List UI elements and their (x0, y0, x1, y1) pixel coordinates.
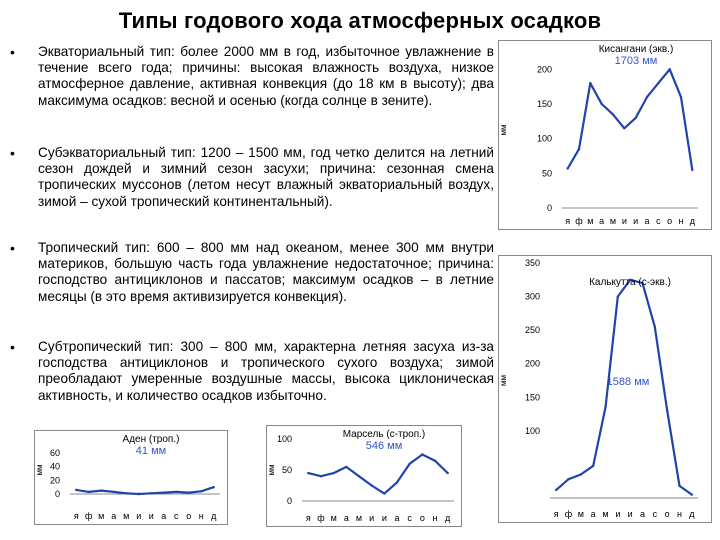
data-point (617, 295, 619, 297)
y-tick-label: 0 (546, 203, 552, 213)
x-tick-label: а (343, 513, 349, 523)
data-point (680, 96, 682, 98)
data-point (666, 410, 668, 412)
bullet-term: Экваториальный тип (38, 44, 171, 59)
x-tick-label: н (677, 509, 682, 519)
y-tick-label: 300 (524, 291, 540, 302)
data-point (188, 491, 190, 493)
x-tick-label: о (664, 509, 670, 519)
y-axis-label: мм (499, 375, 508, 386)
data-point (383, 492, 385, 494)
y-tick-label: 100 (536, 133, 552, 144)
x-tick-label: а (111, 511, 117, 521)
data-point (668, 68, 670, 70)
data-point (634, 117, 636, 119)
x-tick-label: а (644, 216, 650, 226)
bullet-marker: • (10, 240, 15, 256)
data-point (657, 82, 659, 84)
bullet-description: : 300 – 800 мм, характерна летняя засуха из-за господства антициклонов и тропического сухого воздуха; зимой преобладают умеренные воздушные массы, высока циклоническая активность, и количество осадков избыточно. (38, 339, 494, 403)
data-point (358, 475, 360, 477)
data-point (446, 472, 448, 474)
x-tick-label: м (577, 509, 584, 519)
chart-title: Кисангани (экв.) (598, 44, 674, 55)
chart-frame (499, 41, 712, 230)
annual-total-label: 546 мм (365, 440, 403, 452)
data-point (100, 489, 102, 491)
x-tick-label: м (330, 513, 337, 523)
x-tick-label: а (394, 513, 400, 523)
data-point (604, 406, 606, 408)
data-point (213, 486, 215, 488)
y-tick-label: 100 (276, 434, 292, 444)
chart-aden (34, 430, 228, 525)
bullet-marker: • (10, 44, 15, 60)
bullet-text-subequatorial (38, 145, 494, 210)
data-point (175, 491, 177, 493)
bullet-term: Субэкваториальный тип (38, 145, 192, 160)
data-point (567, 478, 569, 480)
data-point (578, 148, 580, 150)
bullet-description: : более 2000 мм в год, избыточное увлажнение в течение всего года; причины: высокая влажность воздуха, низкое атмосферное давление, активная конвекция (до 18 км в высоту); два максимума осадков: весной и осенью (когда солнце в зените). (38, 44, 494, 108)
y-tick-label: 0 (54, 489, 60, 499)
x-tick-label: а (639, 509, 646, 519)
x-tick-label: д (211, 511, 217, 521)
chart-title: Аден (троп.) (122, 434, 180, 445)
slide-title: Типы годового хода атмосферных осадков (118, 8, 602, 33)
x-tick-label: и (369, 513, 375, 523)
chart-marseille (266, 425, 462, 527)
x-tick-label: о (186, 511, 192, 521)
data-point (421, 453, 423, 455)
x-tick-label: м (587, 216, 594, 226)
data-point (345, 466, 347, 468)
data-point (623, 127, 625, 129)
x-tick-label: ф (575, 216, 583, 226)
chart-frame (267, 426, 462, 527)
data-point (320, 475, 322, 477)
x-tick-label: м (355, 513, 363, 523)
x-tick-label: д (689, 509, 695, 519)
data-point (589, 82, 591, 84)
y-tick-label: 200 (536, 64, 552, 75)
x-tick-label: с (652, 509, 658, 519)
data-point (163, 491, 165, 493)
y-axis-label: мм (499, 124, 508, 136)
data-point (580, 473, 582, 475)
x-tick-label: я (553, 509, 559, 519)
y-tick-label: 150 (536, 99, 552, 109)
x-tick-label: а (599, 216, 605, 226)
data-point (612, 113, 614, 115)
data-point (307, 472, 309, 474)
x-tick-label: ф (85, 511, 93, 521)
bullet-term: Тропический тип (38, 240, 147, 255)
x-tick-label: и (627, 509, 633, 519)
bullet-term: Субтропический тип (38, 339, 170, 354)
chart-calcutta (498, 255, 712, 523)
data-point (654, 326, 656, 328)
x-tick-label: д (445, 513, 451, 523)
x-tick-label: с (656, 216, 661, 226)
data-point (150, 492, 152, 494)
y-tick-label: 100 (524, 425, 540, 436)
y-tick-label: 50 (281, 465, 292, 475)
data-point (555, 489, 557, 491)
annual-total-label: 1588 мм (606, 376, 650, 388)
bullet-text-tropical (38, 240, 494, 305)
data-point (678, 485, 680, 487)
y-tick-label: 20 (49, 475, 60, 486)
x-tick-label: н (198, 511, 204, 521)
data-point (600, 103, 602, 105)
y-tick-label: 150 (524, 392, 540, 403)
x-tick-label: н (432, 513, 438, 523)
x-tick-label: и (633, 216, 639, 226)
y-tick-label: 0 (286, 496, 292, 506)
x-tick-label: м (609, 216, 617, 226)
data-point (434, 460, 436, 462)
x-tick-label: я (305, 513, 311, 523)
x-tick-label: м (98, 511, 105, 521)
data-point (646, 96, 648, 98)
x-tick-label: м (602, 509, 609, 519)
data-point (75, 489, 77, 491)
data-point (691, 493, 693, 495)
x-tick-label: ф (317, 513, 325, 523)
data-point (125, 492, 127, 494)
y-tick-label: 350 (524, 258, 540, 268)
data-point (396, 481, 398, 483)
chart-title: Марсель (с-троп.) (342, 429, 426, 440)
x-tick-label: с (174, 511, 179, 521)
bullet-description: : 1200 – 1500 мм, год четко делится на летний сезон дождей и зимний сезон засухи; причина: сезонная смена тропических муссонов (летом несут влажный экваториальный воздух, зимой – сухой тропический континентальный). (38, 145, 494, 209)
data-point (332, 472, 334, 474)
data-point (370, 484, 372, 486)
y-tick-label: 40 (49, 461, 60, 472)
bullet-marker: • (10, 339, 15, 355)
data-point (88, 491, 90, 493)
x-tick-label: ф (564, 509, 573, 519)
data-point (138, 493, 140, 495)
x-tick-label: я (565, 216, 571, 226)
y-tick-label: 60 (49, 447, 60, 458)
x-tick-label: и (381, 513, 387, 523)
bullet-marker: • (10, 145, 15, 161)
data-point (592, 465, 594, 467)
x-tick-label: и (148, 511, 154, 521)
y-tick-label: 50 (541, 168, 552, 179)
bullet-text-subtropical (38, 339, 494, 404)
data-point (200, 490, 202, 492)
annual-total-label: 1703 мм (614, 55, 658, 67)
x-tick-label: и (136, 511, 142, 521)
x-tick-label: а (590, 509, 596, 519)
x-tick-label: д (689, 216, 695, 226)
data-point (566, 167, 568, 169)
data-point (113, 491, 115, 493)
data-point (408, 463, 410, 465)
bullet-text-equatorial (38, 44, 494, 109)
x-tick-label: и (615, 509, 621, 519)
y-tick-label: 250 (524, 325, 540, 336)
data-point (691, 169, 693, 171)
chart-kisangani (498, 40, 712, 230)
chart-title: Калькутта (с-экв.) (589, 277, 671, 288)
y-axis-label: мм (267, 464, 276, 476)
x-tick-label: я (73, 511, 79, 521)
x-tick-label: м (123, 511, 130, 521)
x-tick-label: о (667, 216, 673, 226)
x-tick-label: и (621, 216, 627, 226)
x-tick-label: н (678, 216, 684, 226)
y-tick-label: 200 (524, 358, 540, 369)
bullet-description: : 600 – 800 мм над океаном, менее 300 мм внутри материков, большую часть года увлажнение недостаточное; причина: господство антициклонов и пассатов; максимум осадков – в летние месяцы (в это время активизируется конвекция). (38, 240, 494, 304)
x-tick-label: о (419, 513, 425, 523)
annual-total-label: 41 мм (135, 445, 167, 457)
x-tick-label: с (407, 513, 412, 523)
y-axis-label: мм (35, 464, 44, 476)
x-tick-label: а (161, 511, 167, 521)
